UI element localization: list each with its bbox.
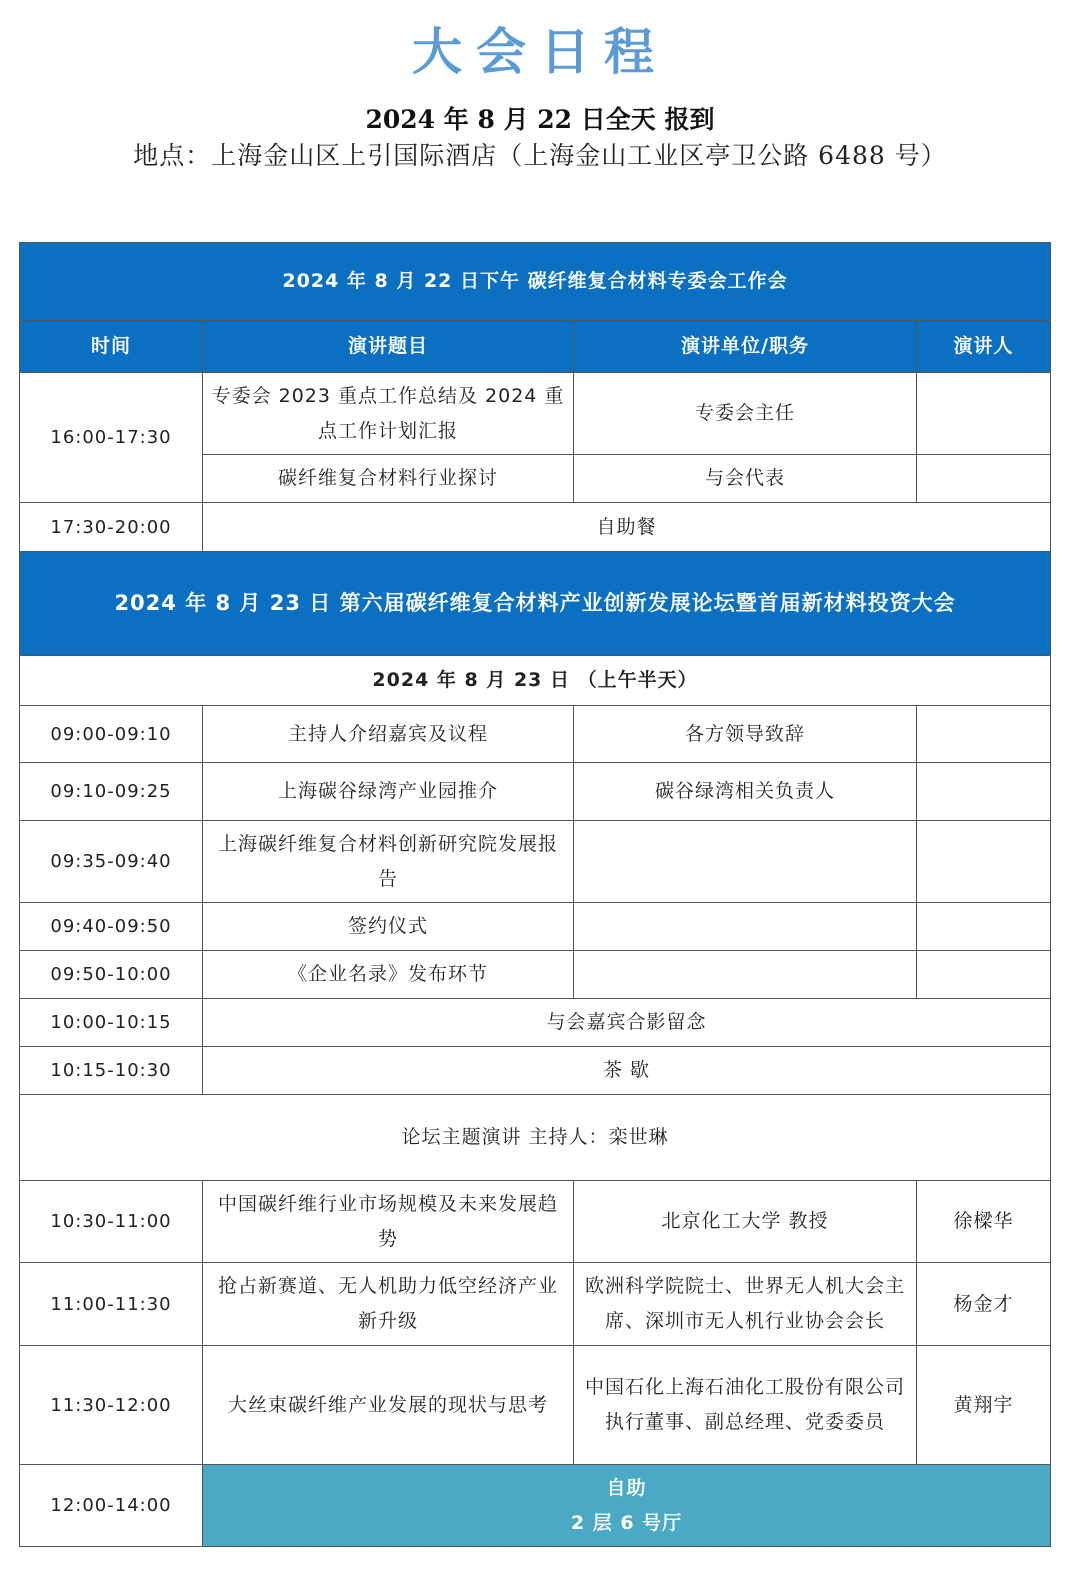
speaker-cell <box>917 763 1051 821</box>
speaker-cell: 杨金才 <box>917 1263 1051 1346</box>
keynote-title-row <box>20 1095 1051 1181</box>
speaker-cell <box>917 706 1051 763</box>
col-header-unit: 演讲单位/职务 <box>574 321 917 373</box>
speaker-cell <box>917 821 1051 903</box>
speaker-cell <box>917 373 1051 455</box>
unit-cell: 北京化工大学 教授 <box>574 1181 917 1263</box>
unit-cell <box>574 903 917 951</box>
table-row <box>20 1263 1051 1346</box>
page-title: 大会日程 <box>412 22 668 81</box>
table-row <box>20 999 1051 1047</box>
section2-subtitle-row <box>20 656 1051 706</box>
time-cell: 10:00-10:15 <box>20 999 203 1047</box>
topic-cell: 主持人介绍嘉宾及议程 <box>203 706 574 763</box>
unit-cell <box>574 821 917 903</box>
topic-cell: 大丝束碳纤维产业发展的现状与思考 <box>203 1346 574 1465</box>
unit-cell: 中国石化上海石油化工股份有限公司 执行董事、副总经理、党委委员 <box>574 1346 917 1465</box>
time-cell: 16:00-17:30 <box>20 373 203 503</box>
topic-cell: 《企业名录》发布环节 <box>203 951 574 999</box>
unit-cell: 与会代表 <box>574 455 917 503</box>
registration-line: 2024 年 8 月 22 日全天 报到 <box>365 105 715 134</box>
table-row <box>20 706 1051 763</box>
schedule-table <box>19 242 1051 1547</box>
topic-cell: 中国碳纤维行业市场规模及未来发展趋势 <box>203 1181 574 1263</box>
time-cell: 11:00-11:30 <box>20 1263 203 1346</box>
lunch-cell <box>203 1465 1051 1547</box>
unit-cell: 碳谷绿湾相关负责人 <box>574 763 917 821</box>
table-row <box>20 503 1051 552</box>
topic-cell: 上海碳纤维复合材料创新研究院发展报告 <box>203 821 574 903</box>
dinner-cell: 自助餐 <box>203 503 1051 552</box>
section2-subtitle: 2024 年 8 月 23 日 （上午半天） <box>20 656 1051 706</box>
section1-header-row <box>20 243 1051 321</box>
time-cell: 09:50-10:00 <box>20 951 203 999</box>
time-cell: 09:00-09:10 <box>20 706 203 763</box>
time-cell: 09:40-09:50 <box>20 903 203 951</box>
time-cell: 10:30-11:00 <box>20 1181 203 1263</box>
speaker-cell <box>917 903 1051 951</box>
lunch-place: 2 层 6 号厅 <box>570 1511 683 1534</box>
speaker-cell: 徐樑华 <box>917 1181 1051 1263</box>
table-row <box>20 1346 1051 1465</box>
col-header-speaker: 演讲人 <box>917 321 1051 373</box>
topic-cell: 专委会 2023 重点工作总结及 2024 重点工作计划汇报 <box>203 373 574 455</box>
time-cell: 17:30-20:00 <box>20 503 203 552</box>
section2-header-row <box>20 552 1051 656</box>
time-cell: 10:15-10:30 <box>20 1047 203 1095</box>
keynote-title: 论坛主题演讲 主持人：栾世琳 <box>20 1095 1051 1181</box>
table-row <box>20 951 1051 999</box>
location-line: 地点：上海金山区上引国际酒店（上海金山工业区亭卫公路 6488 号） <box>133 141 947 170</box>
speaker-cell: 黄翔宇 <box>917 1346 1051 1465</box>
topic-cell: 碳纤维复合材料行业探讨 <box>203 455 574 503</box>
tea-break-cell: 茶 歇 <box>203 1047 1051 1095</box>
table-row <box>20 903 1051 951</box>
speaker-cell <box>917 951 1051 999</box>
table-row <box>20 1181 1051 1263</box>
time-cell: 09:10-09:25 <box>20 763 203 821</box>
unit-cell: 欧洲科学院院士、世界无人机大会主席、深圳市无人机行业协会会长 <box>574 1263 917 1346</box>
unit-cell <box>574 951 917 999</box>
col-header-topic: 演讲题目 <box>203 321 574 373</box>
time-cell: 11:30-12:00 <box>20 1346 203 1465</box>
table-row <box>20 373 1051 455</box>
col-header-time: 时间 <box>20 321 203 373</box>
table-row <box>20 1047 1051 1095</box>
unit-cell: 专委会主任 <box>574 373 917 455</box>
table-row <box>20 763 1051 821</box>
table-row <box>20 1465 1051 1547</box>
lunch-label: 自助 <box>606 1476 647 1499</box>
speaker-cell <box>917 455 1051 503</box>
time-cell: 09:35-09:40 <box>20 821 203 903</box>
column-header-row <box>20 321 1051 373</box>
table-row <box>20 821 1051 903</box>
section2-title: 2024 年 8 月 23 日 第六届碳纤维复合材料产业创新发展论坛暨首届新材料投资大会 <box>20 552 1051 656</box>
unit-cell: 各方领导致辞 <box>574 706 917 763</box>
section1-title: 2024 年 8 月 22 日下午 碳纤维复合材料专委会工作会 <box>20 243 1051 321</box>
topic-cell: 抢占新赛道、无人机助力低空经济产业新升级 <box>203 1263 574 1346</box>
time-cell: 12:00-14:00 <box>20 1465 203 1547</box>
photo-cell: 与会嘉宾合影留念 <box>203 999 1051 1047</box>
topic-cell: 上海碳谷绿湾产业园推介 <box>203 763 574 821</box>
topic-cell: 签约仪式 <box>203 903 574 951</box>
